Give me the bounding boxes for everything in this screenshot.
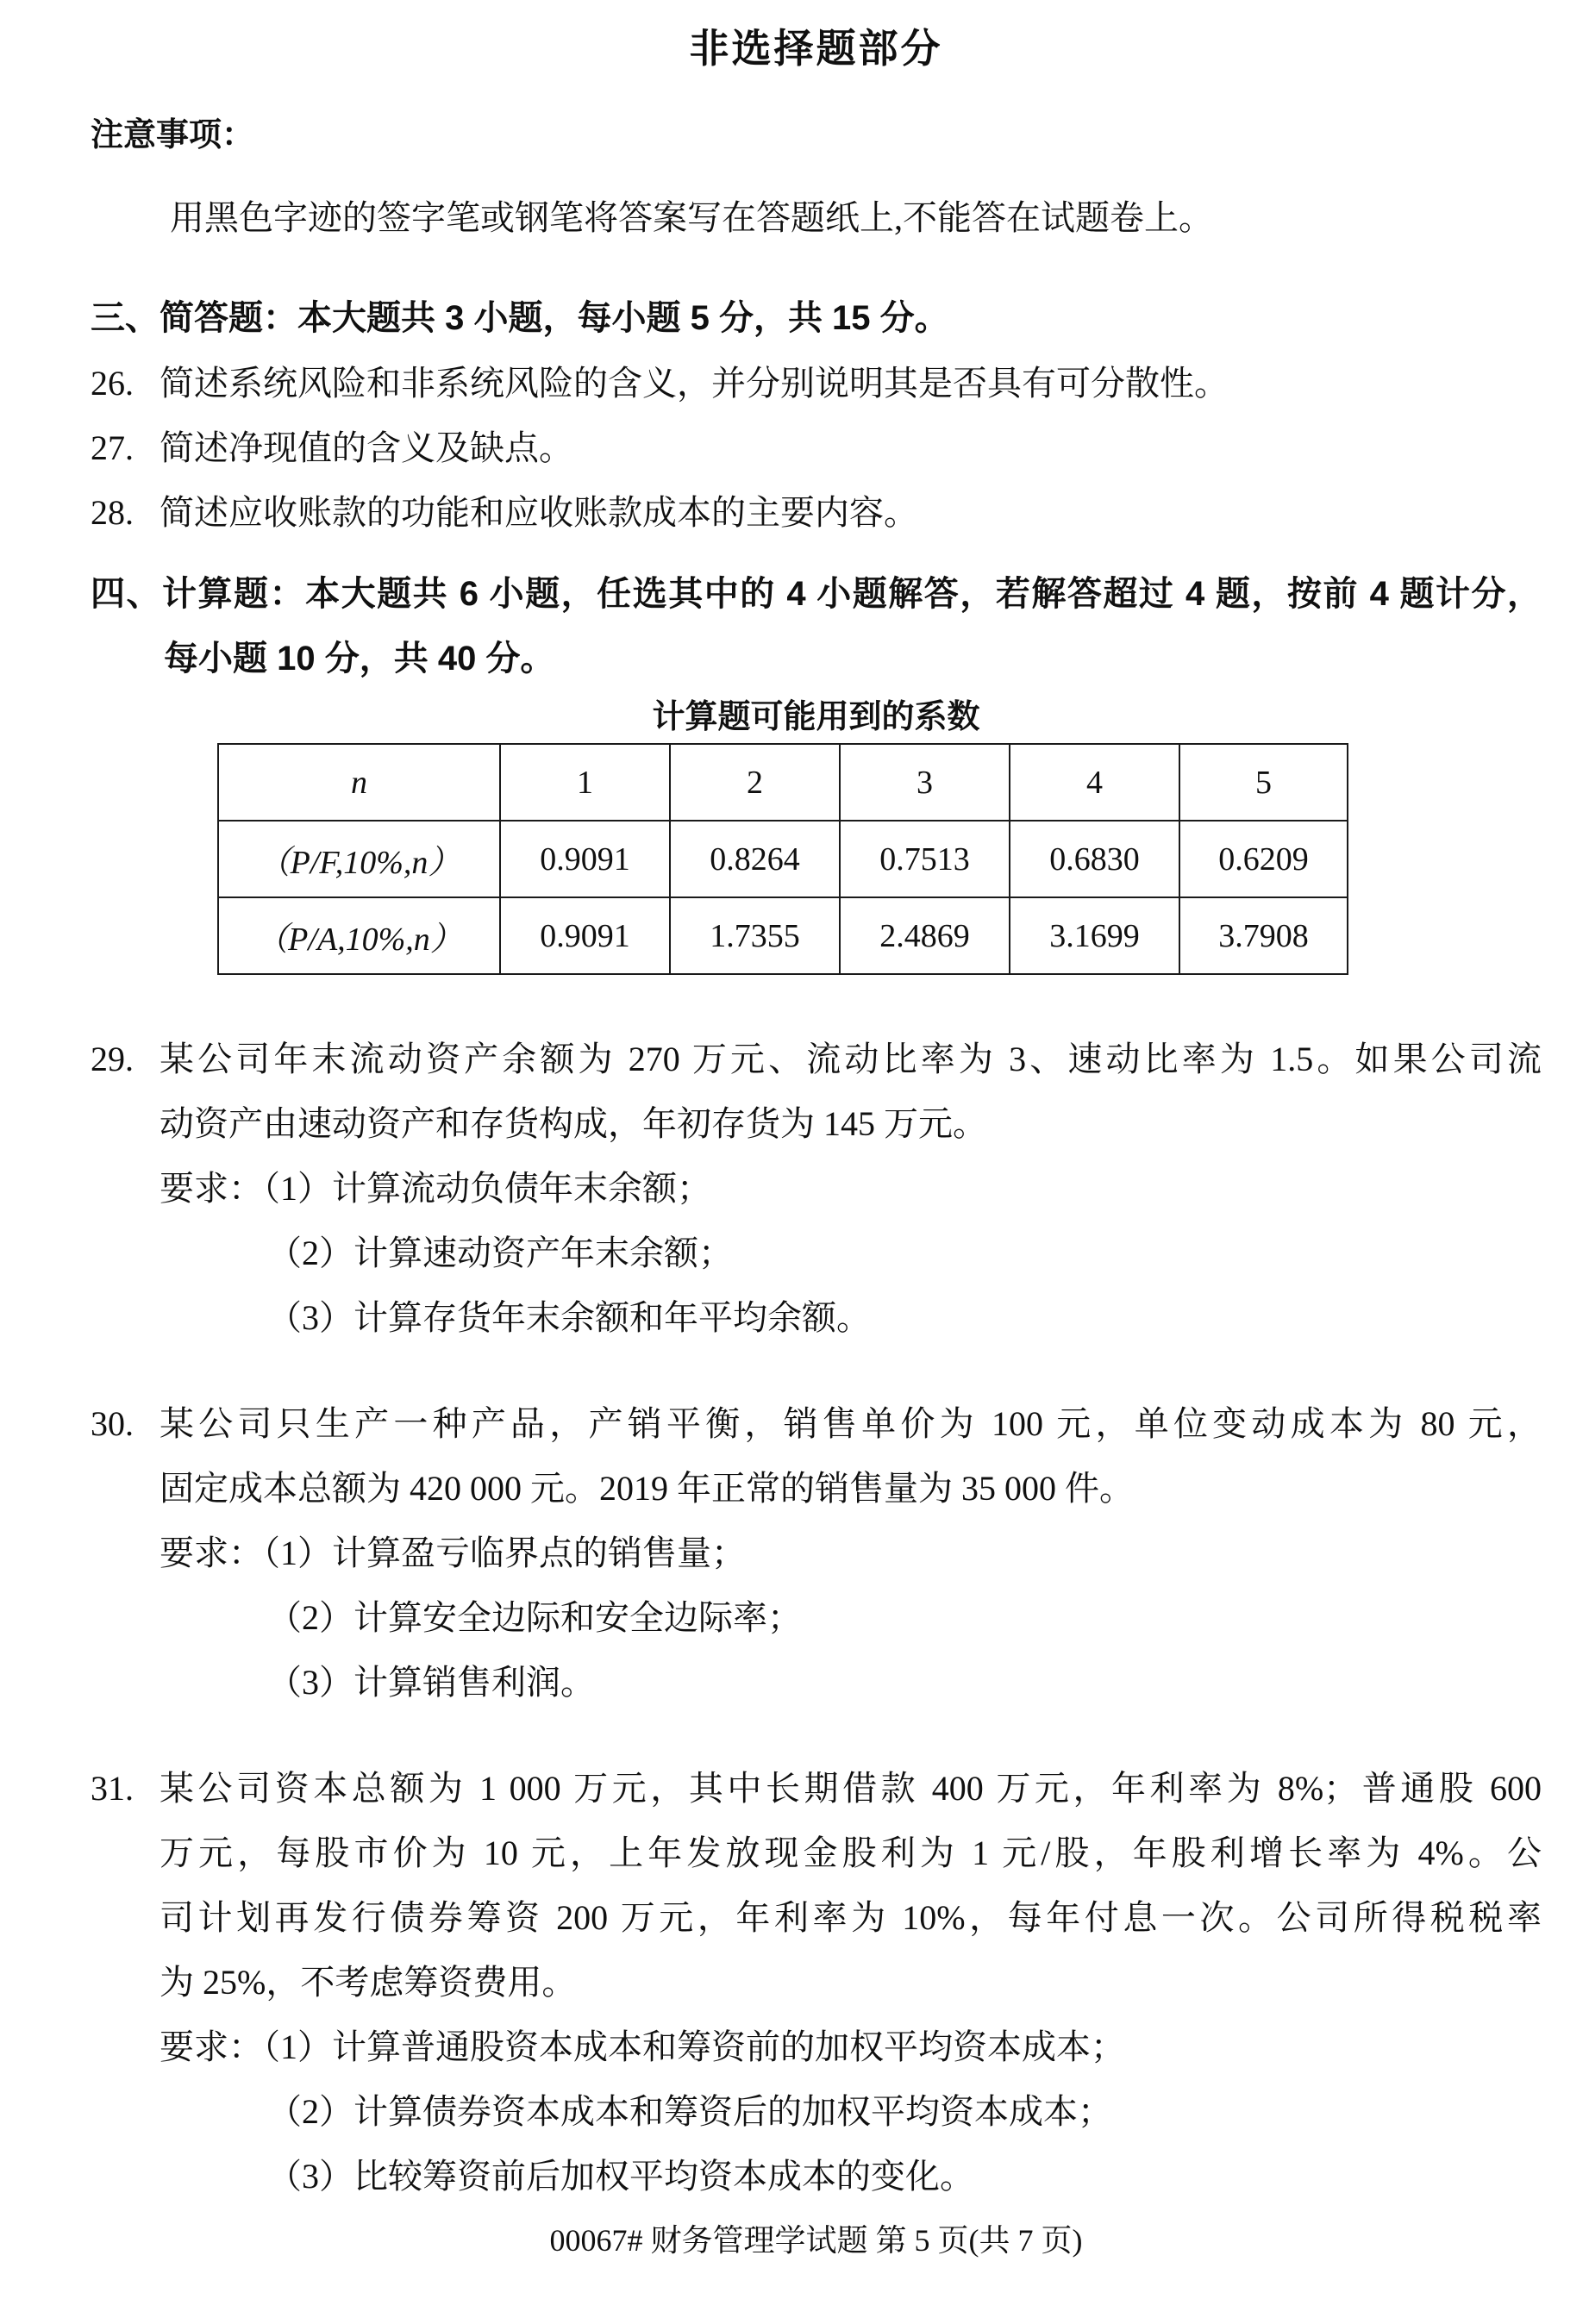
section4-heading-line2: 每小题 10 分，共 40 分。 (164, 640, 555, 678)
row-label: （P/A,10%,n） (218, 897, 500, 974)
question-27 (91, 415, 1542, 480)
notice-heading: 注意事项： (91, 117, 255, 153)
question-29-line1 (91, 1027, 1542, 1091)
question-31-line2: 万元，每股市价为 10 元，上年发放现金股利为 1 元/股，年股利增长率为 4%。公 (160, 1834, 1542, 1872)
table-row-pa (218, 897, 1348, 974)
table-header-cell: 3 (840, 744, 1010, 821)
question-31-line3: 司计划再发行债券筹资 200 万元，年利率为 10%，每年付息一次。公司所得税税率 (160, 1898, 1542, 1937)
question-30-req3: （3）计算销售利润。 (267, 1663, 595, 1702)
req-text: （1）计算普通股资本成本和筹资前的加权平均资本成本； (263, 2027, 1125, 2066)
question-text: 简述应收账款的功能和应收账款成本的主要内容。 (160, 493, 918, 532)
question-29-req2: （2）计算速动资产年末余额； (267, 1234, 733, 1272)
value-cell: 3.7908 (1179, 897, 1348, 974)
question-30 (91, 1391, 1542, 1715)
table-header-cell: 2 (670, 744, 840, 821)
question-number: 28. (91, 493, 134, 532)
page-footer: 00067# 财务管理学试题 第 5 页(共 7 页) (549, 2223, 1083, 2258)
question-31 (91, 1756, 1542, 2208)
question-31-line1 (91, 1756, 1542, 1821)
value-cell: 0.9091 (500, 897, 670, 974)
value-cell: 3.1699 (1010, 897, 1179, 974)
req-text: （1）计算流动负债年末余额； (263, 1169, 711, 1208)
value-cell: 2.4869 (840, 897, 1010, 974)
question-26 (91, 351, 1542, 415)
value-cell: 1.7355 (670, 897, 840, 974)
question-number: 29. (91, 1040, 134, 1078)
table-header-cell: 5 (1179, 744, 1348, 821)
question-number: 30. (91, 1404, 134, 1443)
req-text: （1）计算盈亏临界点的销售量； (263, 1534, 746, 1572)
value-cell: 0.6830 (1010, 821, 1179, 897)
coefficient-table (217, 743, 1348, 975)
question-text: 简述系统风险和非系统风险的含义，并分别说明其是否具有可分散性。 (160, 364, 1229, 403)
question-text: 某公司年末流动资产余额为 270 万元、流动比率为 3、速动比率为 1.5。如果公司流 (160, 1040, 1542, 1078)
question-29-req3: （3）计算存货年末余额和年平均余额。 (267, 1298, 871, 1337)
question-29-line2: 动资产由速动资产和存货构成，年初存货为 145 万元。 (160, 1104, 987, 1143)
question-text: 简述净现值的含义及缺点。 (160, 428, 573, 467)
value-cell: 0.6209 (1179, 821, 1348, 897)
question-29 (91, 1027, 1542, 1350)
question-number: 26. (91, 364, 134, 403)
table-header-cell: n (218, 744, 500, 821)
table-header-cell: 4 (1010, 744, 1179, 821)
question-31-req2: （2）计算债券资本成本和筹资后的加权平均资本成本； (267, 2092, 1112, 2131)
value-cell: 0.9091 (500, 821, 670, 897)
question-30-req2: （2）计算安全边际和安全边际率； (267, 1598, 802, 1637)
question-number: 31. (91, 1769, 134, 1808)
req-label: 要求： (160, 1169, 263, 1208)
question-28 (91, 480, 1542, 545)
question-31-line4: 为 25%，不考虑筹资费用。 (160, 1963, 577, 2002)
value-cell: 0.8264 (670, 821, 840, 897)
table-row-pf (218, 821, 1348, 897)
req-label: 要求： (160, 1534, 263, 1572)
req-label: 要求： (160, 2027, 263, 2066)
value-cell: 0.7513 (840, 821, 1010, 897)
question-text: 某公司资本总额为 1 000 万元，其中长期借款 400 万元，年利率为 8%；普通股 600 (160, 1769, 1542, 1808)
table-header-row (218, 744, 1348, 821)
question-30-line2: 固定成本总额为 420 000 元。2019 年正常的销售量为 35 000 件。 (160, 1469, 1134, 1508)
row-label: （P/F,10%,n） (218, 821, 500, 897)
section3-heading: 三、简答题：本大题共 3 小题，每小题 5 分，共 15 分。 (91, 299, 949, 337)
question-29-req1 (91, 1156, 1542, 1221)
question-31-req3: （3）比较筹资前后加权平均资本成本的变化。 (267, 2157, 974, 2196)
question-text: 某公司只生产一种产品，产销平衡，销售单价为 100 元，单位变动成本为 80 元， (160, 1404, 1542, 1443)
table-header-cell: 1 (500, 744, 670, 821)
question-number: 27. (91, 428, 134, 467)
question-31-req1 (91, 2015, 1542, 2079)
question-30-req1 (91, 1521, 1542, 1585)
section4-heading-line1: 四、计算题：本大题共 6 小题，任选其中的 4 小题解答，若解答超过 4 题，按前 4 题计分， (91, 575, 1542, 613)
page-title: 非选择题部分 (689, 26, 943, 71)
notice-body: 用黑色字迹的签字笔或钢笔将答案写在答题纸上,不能答在试题卷上。 (170, 198, 1213, 237)
table-caption: 计算题可能用到的系数 (652, 699, 980, 735)
question-30-line1 (91, 1391, 1542, 1456)
